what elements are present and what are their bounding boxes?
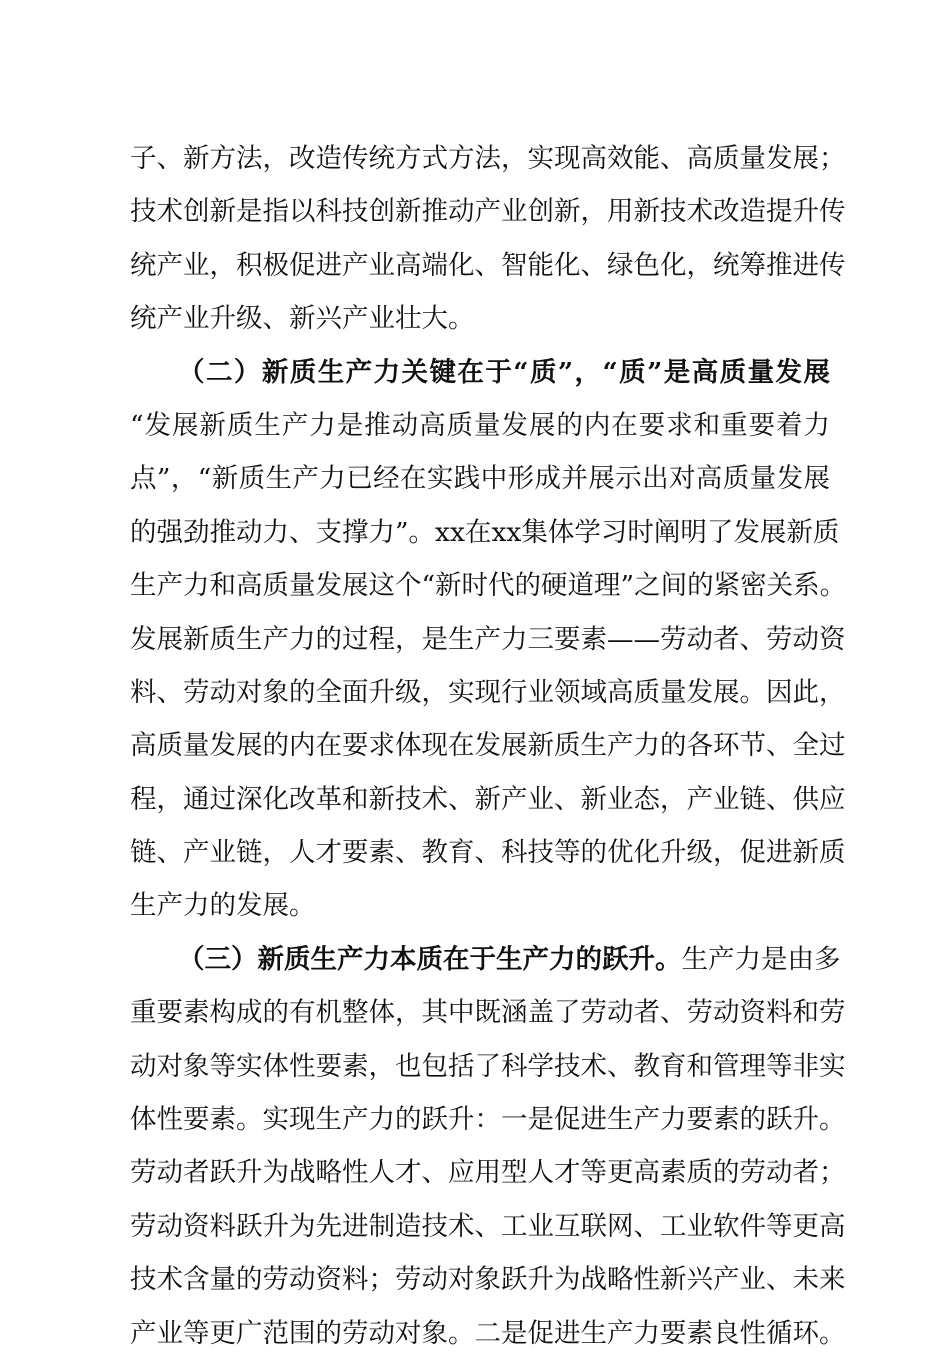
text-line: 技术含量的劳动资料；劳动对象跃升为战略性新兴产业、未来	[130, 1264, 846, 1296]
text-line: 产业等更广范围的劳动对象。二是促进生产力要素良性循环。	[130, 1317, 846, 1349]
section-heading-3: （三）新质生产力本质在于生产力的跃升。	[178, 943, 682, 975]
text-line: 的强劲推动力、支撑力”。xx在xx集体学习时阐明了发展新质	[130, 516, 840, 548]
section-heading-2: （二）新质生产力关键在于“质”，“质”是高质量发展	[178, 356, 830, 388]
body-text	[130, 132, 847, 1360]
text-line: 劳动资料跃升为先进制造技术、工业互联网、工业软件等更高	[130, 1210, 846, 1242]
text-line: 生产力的发展。	[130, 890, 316, 922]
text-line: 子、新方法，改造传统方式方法，实现高效能、高质量发展；	[130, 143, 846, 174]
text-line: 劳动者跃升为战略性人才、应用型人才等更高素质的劳动者；	[130, 1157, 846, 1189]
text-line: 程，通过深化改革和新技术、新产业、新业态，产业链、供应	[130, 783, 846, 815]
text-line: “发展新质生产力是推动高质量发展的内在要求和重要着力	[130, 409, 830, 441]
text-line: 料、劳动对象的全面升级，实现行业领域高质量发展。因此，	[130, 676, 846, 708]
text-line: 链、产业链，人才要素、教育、科技等的优化升级，促进新质	[130, 837, 846, 869]
text-line: 高质量发展的内在要求体现在发展新质生产力的各环节、全过	[130, 730, 846, 762]
text-line: 统产业升级、新兴产业壮大。	[130, 303, 475, 335]
section-paragraph-3-first-line	[130, 933, 841, 986]
text-line: 体性要素。实现生产力的跃升：一是促进生产力要素的跃升。	[130, 1104, 846, 1136]
section-3-text-start: 生产力是由多	[681, 943, 841, 975]
text-line: 动对象等实体性要素，也包括了科学技术、教育和管理等非实	[130, 1050, 846, 1082]
text-line: 生产力和高质量发展这个“新时代的硬道理”之间的紧密关系。	[130, 570, 847, 602]
text-line: 发展新质生产力的过程，是生产力三要素——劳动者、劳动资	[130, 623, 846, 655]
text-line: 重要素构成的有机整体，其中既涵盖了劳动者、劳动资料和劳	[130, 997, 846, 1029]
text-line: 统产业，积极促进产业高端化、智能化、绿色化，统筹推进传	[130, 249, 846, 281]
text-line: 技术创新是指以科技创新推动产业创新，用新技术改造提升传	[130, 196, 846, 228]
text-line: 点”，“新质生产力已经在实践中形成并展示出对高质量发展	[130, 463, 830, 495]
